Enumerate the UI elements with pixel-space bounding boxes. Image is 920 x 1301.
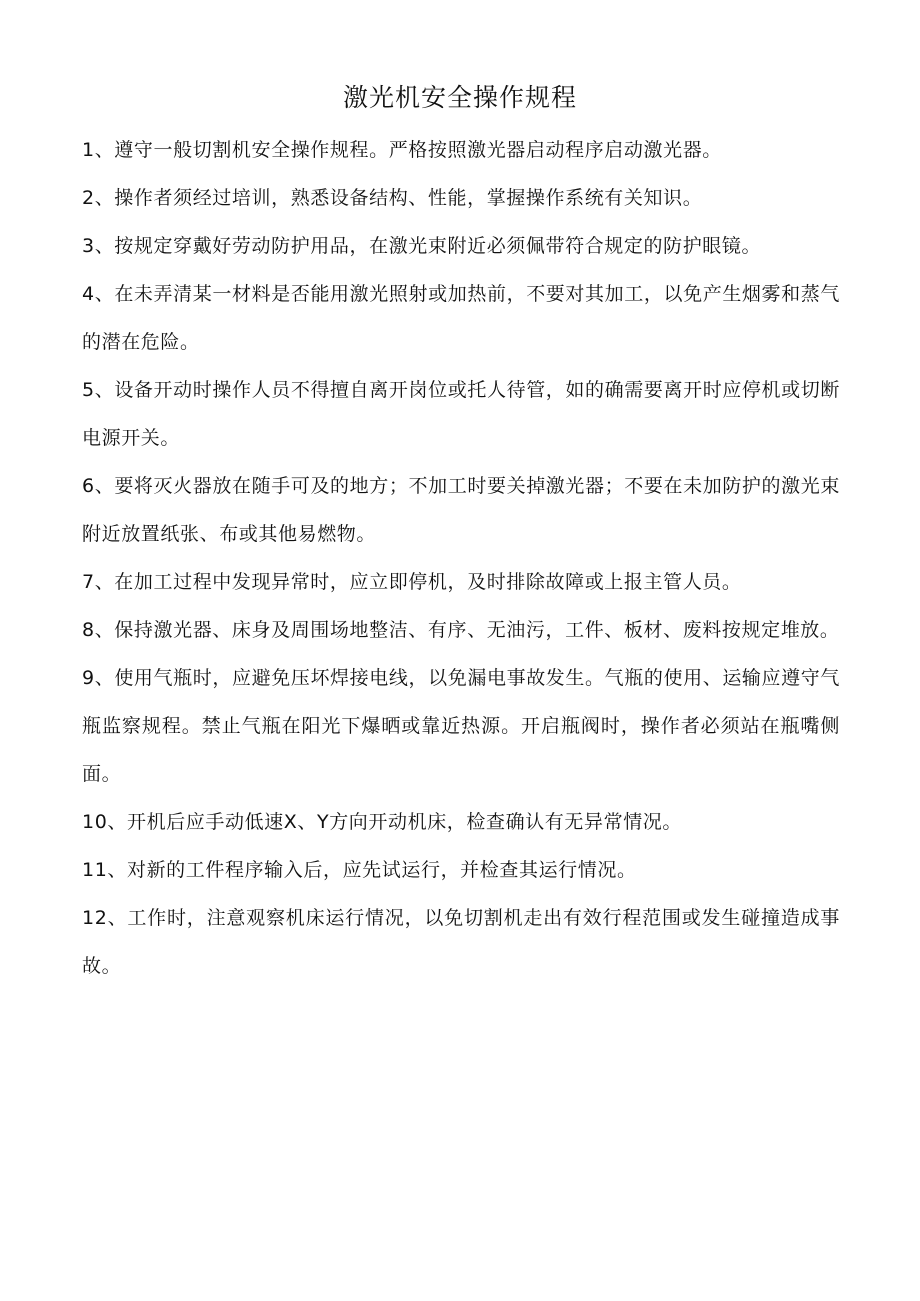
document-title: 激光机安全操作规程 xyxy=(342,83,577,112)
rule-item-12: 12、工作时，注意观察机床运行情况，以免切割机走出有效行程范围或发生碰撞造成事故。 xyxy=(82,907,840,977)
rules-list xyxy=(82,126,840,990)
rule-item-11: 11、对新的工件程序输入后，应先试运行，并检查其运行情况。 xyxy=(82,859,637,881)
rule-item-5: 5、设备开动时操作人员不得擅自离开岗位或托人待管，如的确需要离开时应停机或切断电源开关。 xyxy=(82,379,840,449)
rule-item-4: 4、在未弄清某一材料是否能用激光照射或加热前，不要对其加工，以免产生烟雾和蒸气的潜在危险。 xyxy=(82,283,840,353)
rule-item-6: 6、要将灭火器放在随手可及的地方；不加工时要关掉激光器；不要在未加防护的激光束附近放置纸张、布或其他易燃物。 xyxy=(82,475,840,545)
rule-item-7: 7、在加工过程中发现异常时，应立即停机，及时排除故障或上报主管人员。 xyxy=(82,571,742,593)
rule-item-3: 3、按规定穿戴好劳动防护用品，在激光束附近必须佩带符合规定的防护眼镜。 xyxy=(82,235,762,257)
rule-item-9: 9、使用气瓶时，应避免压坏焊接电线，以免漏电事故发生。气瓶的使用、运输应遵守气瓶监察规程。禁止气瓶在阳光下爆晒或靠近热源。开启瓶阀时，操作者必须站在瓶嘴侧面。 xyxy=(82,667,840,785)
rule-item-2: 2、操作者须经过培训，熟悉设备结构、性能，掌握操作系统有关知识。 xyxy=(82,187,703,209)
rule-item-1: 1、遵守一般切割机安全操作规程。严格按照激光器启动程序启动激光器。 xyxy=(82,139,722,161)
rule-item-8: 8、保持激光器、床身及周围场地整洁、有序、无油污，工件、板材、废料按规定堆放。 xyxy=(82,619,840,641)
rule-item-10: 10、开机后应手动低速X、Y方向开动机床，检查确认有无异常情况。 xyxy=(82,811,683,833)
